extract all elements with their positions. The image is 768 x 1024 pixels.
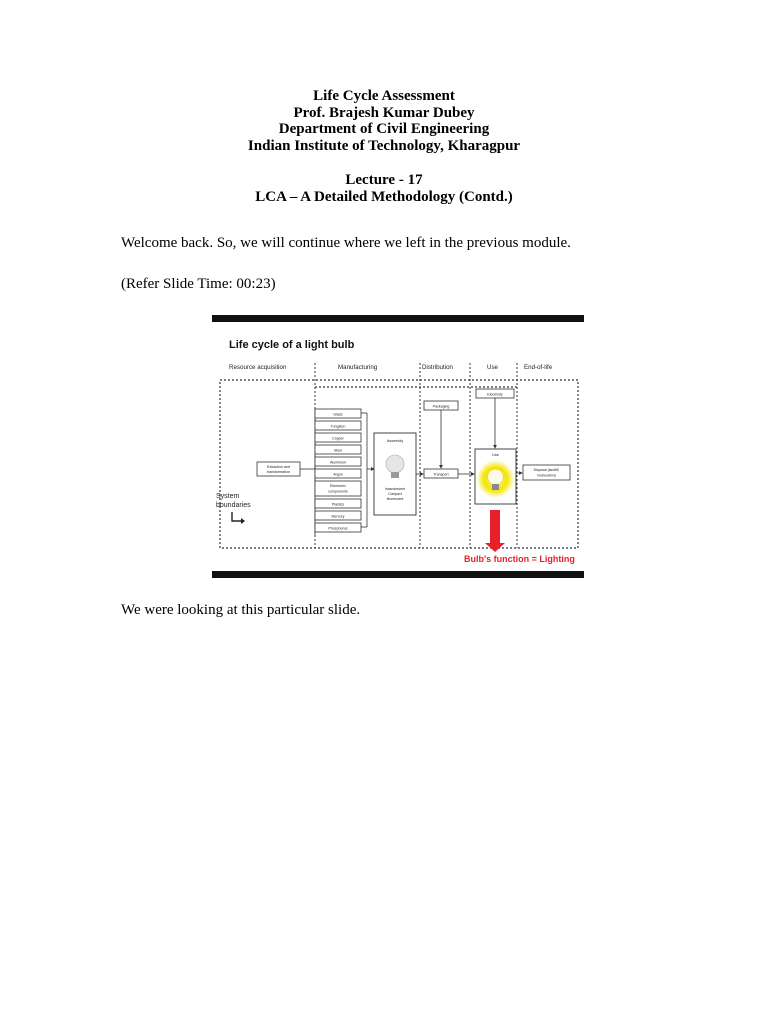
material-copper: Copper bbox=[332, 436, 344, 441]
material-tungsten: Tungsten bbox=[330, 424, 346, 429]
disposal-label-1: Disposal (landfill, bbox=[533, 468, 560, 472]
assembly-label: Assembly bbox=[386, 439, 404, 443]
institute-name: Indian Institute of Technology, Kharagpur bbox=[247, 137, 521, 154]
slide-image bbox=[212, 315, 584, 578]
glowing-bulb-icon bbox=[477, 460, 515, 498]
bulb-type-incandescent: Incandescent bbox=[384, 487, 406, 491]
paragraph-looking: We were looking at this particular slide. bbox=[121, 602, 361, 618]
stage-resource-acquisition: Resource acquisition bbox=[229, 364, 287, 371]
slide-title: Life cycle of a light bulb bbox=[229, 339, 355, 351]
material-steel: Steel bbox=[333, 448, 343, 453]
system-boundaries-label-2: boundaries bbox=[216, 502, 251, 509]
packaging-label: Packaging bbox=[432, 404, 450, 409]
electricity-label: Electricity bbox=[487, 392, 503, 397]
department-name: Department of Civil Engineering bbox=[278, 121, 490, 137]
bulb-type-compact: Compact bbox=[388, 492, 402, 496]
disposal-label-2: incineration) bbox=[537, 473, 556, 478]
paragraph-welcome: Welcome back. So, we will continue where we left in the previous module. bbox=[121, 235, 571, 251]
material-phosphorus: Phosphorus bbox=[328, 526, 348, 531]
document-header bbox=[0, 88, 768, 154]
material-mercury: Mercury bbox=[331, 514, 345, 519]
bulb-type-fluorescent: fluorescent bbox=[386, 497, 404, 501]
system-boundaries-label-1: System bbox=[216, 493, 240, 500]
stage-distribution: Distribution bbox=[422, 364, 453, 371]
material-plastics: Plastics bbox=[331, 502, 345, 507]
bulb-function-label: Bulb's function = Lighting bbox=[464, 554, 575, 564]
extraction-label-2: transformation bbox=[267, 470, 290, 474]
boundary-arrow-icon bbox=[232, 512, 242, 521]
course-title: Life Cycle Assessment bbox=[313, 88, 455, 104]
material-argon: Argon bbox=[333, 472, 343, 477]
material-components: components bbox=[328, 489, 348, 494]
extraction-label-1: Extraction and bbox=[267, 465, 290, 469]
material-electronic: Electronic bbox=[330, 484, 346, 488]
professor-name: Prof. Brajesh Kumar Dubey bbox=[293, 104, 475, 121]
slide-reference: (Refer Slide Time: 00:23) bbox=[121, 276, 276, 292]
stage-use: Use bbox=[487, 364, 499, 371]
lifecycle-diagram bbox=[212, 322, 584, 571]
red-down-arrow-icon bbox=[485, 510, 505, 552]
use-label: Use bbox=[492, 453, 499, 457]
materials-column bbox=[315, 409, 361, 532]
material-aluminum: Aluminum bbox=[330, 460, 346, 465]
lecture-title: LCA – A Detailed Methodology (Contd.) bbox=[255, 188, 513, 205]
lecture-heading bbox=[0, 172, 768, 205]
transport-label: Transport bbox=[433, 472, 449, 477]
lecture-number: Lecture - 17 bbox=[345, 172, 423, 188]
stage-end-of-life: End-of-life bbox=[524, 364, 553, 371]
stage-manufacturing: Manufacturing bbox=[338, 364, 378, 371]
material-glass: Glass bbox=[333, 412, 343, 417]
